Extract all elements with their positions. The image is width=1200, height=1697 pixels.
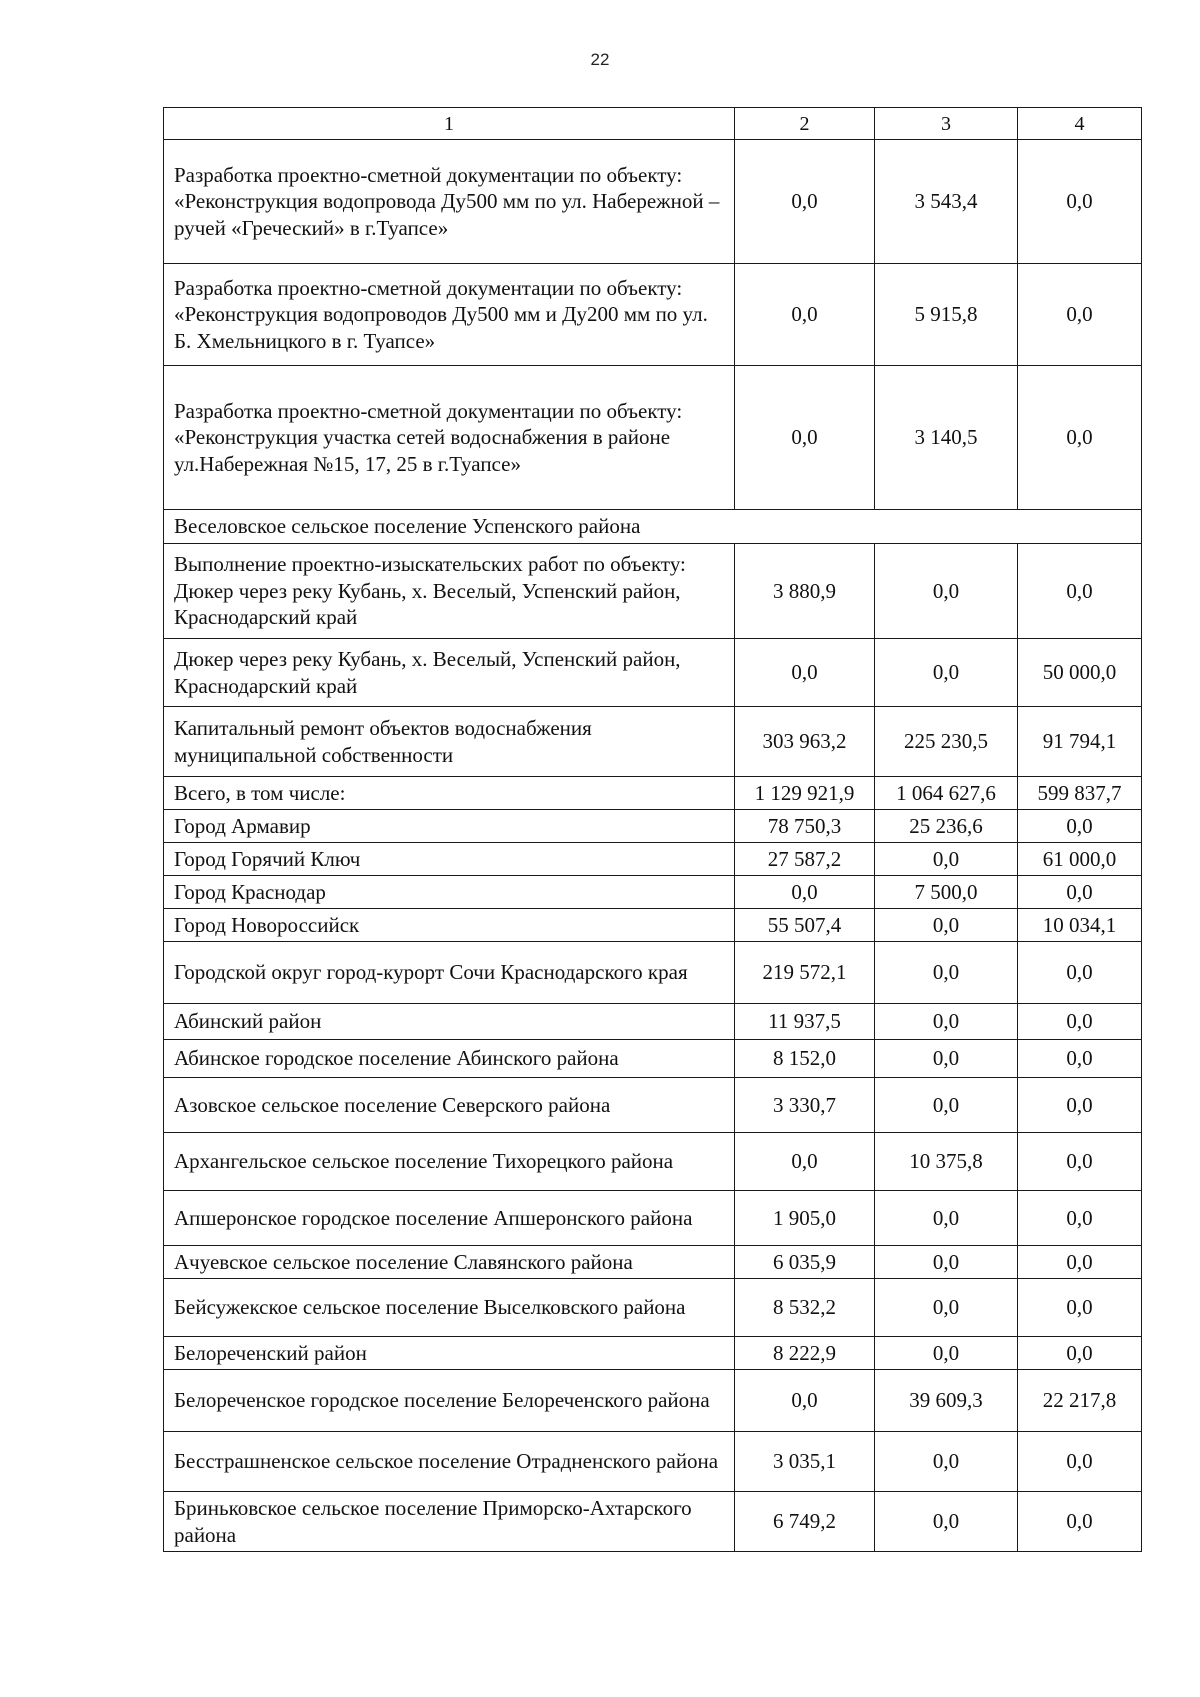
table-row [164, 942, 1142, 1004]
row-name: Разработка проектно-сметной документации по объекту: «Реконструкция водопровода Ду500 мм по ул. Набережной – ручей «Греческий» в г.Туапсе» [164, 140, 735, 264]
row-value-4: 0,0 [1018, 1040, 1142, 1078]
row-name: Разработка проектно-сметной документации по объекту: «Реконструкция водопроводов Ду500 мм и Ду200 мм по ул. Б. Хмельницкого в г. Туапсе» [164, 264, 735, 366]
row-value-3: 0,0 [875, 1337, 1018, 1370]
row-value-4: 0,0 [1018, 1078, 1142, 1133]
table-row [164, 1370, 1142, 1432]
row-value-2: 8 532,2 [735, 1279, 875, 1337]
row-value-3: 0,0 [875, 1432, 1018, 1492]
row-value-2: 0,0 [735, 366, 875, 510]
table-row [164, 366, 1142, 510]
row-value-4: 0,0 [1018, 1191, 1142, 1246]
table-row [164, 264, 1142, 366]
row-value-3: 5 915,8 [875, 264, 1018, 366]
row-name: Архангельское сельское поселение Тихорецкого района [164, 1133, 735, 1191]
row-name: Город Новороссийск [164, 909, 735, 942]
row-name: Апшеронское городское поселение Апшеронского района [164, 1191, 735, 1246]
row-value-4: 0,0 [1018, 544, 1142, 639]
table-row [164, 876, 1142, 909]
row-name: Бриньковское сельское поселение Приморско-Ахтарского района [164, 1492, 735, 1552]
row-value-4: 0,0 [1018, 942, 1142, 1004]
row-name: Выполнение проектно-изыскательских работ по объекту: Дюкер через реку Кубань, х. Веселый, Успенский район, Краснодарский край [164, 544, 735, 639]
row-value-4: 91 794,1 [1018, 707, 1142, 777]
row-value-3: 3 543,4 [875, 140, 1018, 264]
row-value-2: 3 035,1 [735, 1432, 875, 1492]
table-row [164, 1191, 1142, 1246]
header-col-4: 4 [1018, 108, 1142, 140]
row-value-2: 6 035,9 [735, 1246, 875, 1279]
row-name: Абинский район [164, 1004, 735, 1040]
row-value-2: 0,0 [735, 1133, 875, 1191]
row-value-2: 3 880,9 [735, 544, 875, 639]
row-name: Дюкер через реку Кубань, х. Веселый, Успенский район, Краснодарский край [164, 639, 735, 707]
row-name: Бейсужекское сельское поселение Выселковского района [164, 1279, 735, 1337]
row-value-4: 0,0 [1018, 1279, 1142, 1337]
row-value-2: 8 222,9 [735, 1337, 875, 1370]
row-value-2: 0,0 [735, 1370, 875, 1432]
row-value-2: 11 937,5 [735, 1004, 875, 1040]
row-value-3: 25 236,6 [875, 810, 1018, 843]
table-row [164, 1279, 1142, 1337]
row-value-2: 6 749,2 [735, 1492, 875, 1552]
row-value-4: 0,0 [1018, 1004, 1142, 1040]
row-value-3: 10 375,8 [875, 1133, 1018, 1191]
row-value-2: 1 905,0 [735, 1191, 875, 1246]
row-name: Городской округ город-курорт Сочи Краснодарского края [164, 942, 735, 1004]
row-value-2: 219 572,1 [735, 942, 875, 1004]
row-value-3: 0,0 [875, 1191, 1018, 1246]
table-row [164, 1337, 1142, 1370]
row-value-4: 61 000,0 [1018, 843, 1142, 876]
row-value-3: 3 140,5 [875, 366, 1018, 510]
section-title: Веселовское сельское поселение Успенского района [164, 510, 1142, 544]
row-value-3: 0,0 [875, 1040, 1018, 1078]
row-value-3: 0,0 [875, 942, 1018, 1004]
row-value-4: 0,0 [1018, 264, 1142, 366]
row-name: Город Краснодар [164, 876, 735, 909]
row-name: Разработка проектно-сметной документации по объекту: «Реконструкция участка сетей водоснабжения в районе ул.Набережная №15, 17, 25 в г.Туапсе» [164, 366, 735, 510]
table-row [164, 140, 1142, 264]
table-row [164, 1040, 1142, 1078]
row-name: Город Армавир [164, 810, 735, 843]
row-value-4: 0,0 [1018, 1432, 1142, 1492]
row-value-3: 0,0 [875, 1492, 1018, 1552]
row-value-4: 0,0 [1018, 810, 1142, 843]
row-value-4: 0,0 [1018, 876, 1142, 909]
row-value-3: 0,0 [875, 639, 1018, 707]
row-value-3: 0,0 [875, 1279, 1018, 1337]
row-value-3: 0,0 [875, 1078, 1018, 1133]
row-value-3: 0,0 [875, 843, 1018, 876]
row-value-2: 3 330,7 [735, 1078, 875, 1133]
row-name: Белореченский район [164, 1337, 735, 1370]
budget-table [163, 107, 1142, 1552]
row-value-4: 0,0 [1018, 1492, 1142, 1552]
row-name: Белореченское городское поселение Белореченского района [164, 1370, 735, 1432]
table-row [164, 1432, 1142, 1492]
header-row [164, 108, 1142, 140]
table-row [164, 1492, 1142, 1552]
row-value-2: 8 152,0 [735, 1040, 875, 1078]
row-value-3: 1 064 627,6 [875, 777, 1018, 810]
table-row [164, 639, 1142, 707]
row-value-4: 22 217,8 [1018, 1370, 1142, 1432]
row-value-4: 0,0 [1018, 1246, 1142, 1279]
row-value-4: 0,0 [1018, 1337, 1142, 1370]
header-col-2: 2 [735, 108, 875, 140]
row-value-4: 599 837,7 [1018, 777, 1142, 810]
total-row [164, 777, 1142, 810]
row-value-2: 27 587,2 [735, 843, 875, 876]
row-value-4: 0,0 [1018, 366, 1142, 510]
row-value-3: 7 500,0 [875, 876, 1018, 909]
table-row [164, 909, 1142, 942]
row-value-3: 39 609,3 [875, 1370, 1018, 1432]
row-name: Всего, в том числе: [164, 777, 735, 810]
header-col-3: 3 [875, 108, 1018, 140]
row-value-2: 1 129 921,9 [735, 777, 875, 810]
row-name: Город Горячий Ключ [164, 843, 735, 876]
page-number: 22 [590, 50, 610, 69]
row-name: Абинское городское поселение Абинского района [164, 1040, 735, 1078]
row-name: Капитальный ремонт объектов водоснабжения муниципальной собственности [164, 707, 735, 777]
row-value-2: 55 507,4 [735, 909, 875, 942]
row-value-2: 0,0 [735, 264, 875, 366]
row-name: Азовское сельское поселение Северского района [164, 1078, 735, 1133]
table-row [164, 1004, 1142, 1040]
row-value-3: 0,0 [875, 909, 1018, 942]
row-value-2: 0,0 [735, 876, 875, 909]
table-row [164, 843, 1142, 876]
row-value-4: 10 034,1 [1018, 909, 1142, 942]
row-value-3: 0,0 [875, 544, 1018, 639]
table-row [164, 1133, 1142, 1191]
row-value-2: 0,0 [735, 140, 875, 264]
row-value-2: 78 750,3 [735, 810, 875, 843]
table-row [164, 707, 1142, 777]
table-row [164, 1246, 1142, 1279]
row-value-2: 0,0 [735, 639, 875, 707]
row-value-3: 0,0 [875, 1246, 1018, 1279]
row-name: Ачуевское сельское поселение Славянского района [164, 1246, 735, 1279]
row-value-3: 225 230,5 [875, 707, 1018, 777]
section-row [164, 510, 1142, 544]
table-row [164, 1078, 1142, 1133]
header-col-1: 1 [164, 108, 735, 140]
row-value-4: 0,0 [1018, 1133, 1142, 1191]
row-name: Бесстрашненское сельское поселение Отрадненского района [164, 1432, 735, 1492]
row-value-2: 303 963,2 [735, 707, 875, 777]
table-row [164, 544, 1142, 639]
row-value-3: 0,0 [875, 1004, 1018, 1040]
table-row [164, 810, 1142, 843]
row-value-4: 0,0 [1018, 140, 1142, 264]
row-value-4: 50 000,0 [1018, 639, 1142, 707]
